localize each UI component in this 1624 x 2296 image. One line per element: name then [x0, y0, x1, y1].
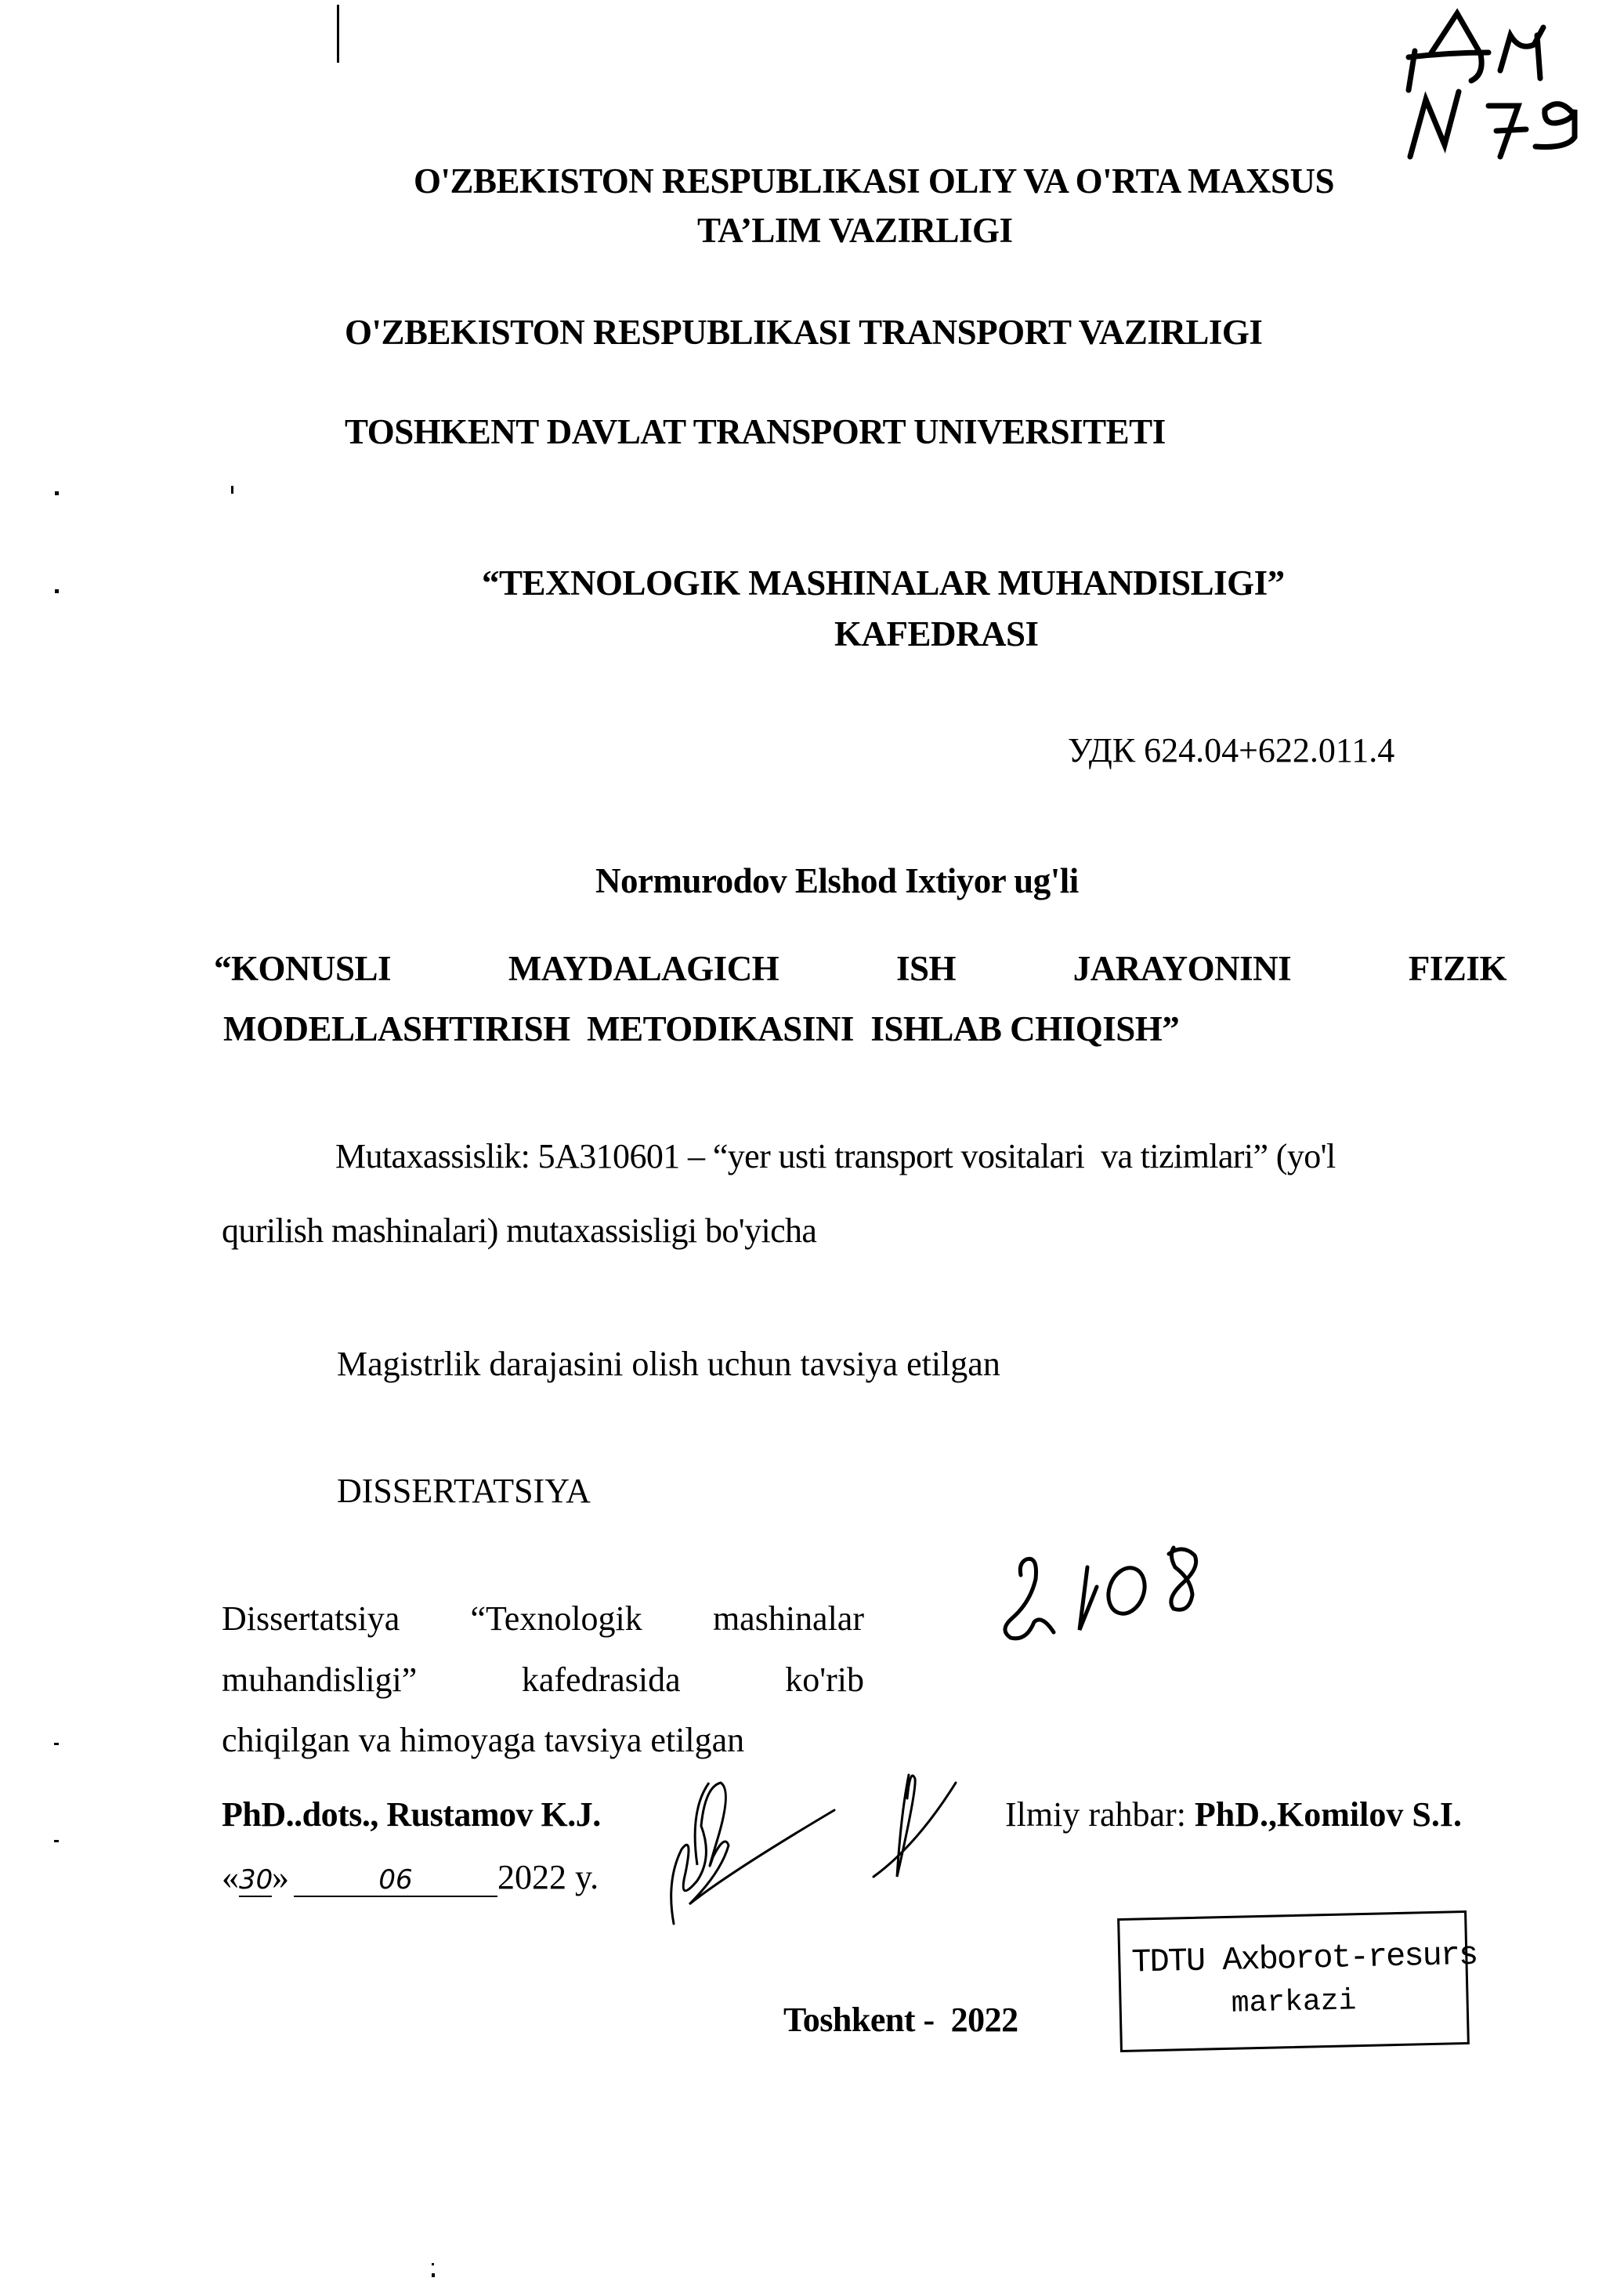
- handwritten-registration-number: [995, 1532, 1230, 1642]
- review-word: “Texnologik: [470, 1599, 642, 1638]
- review-line1: [222, 1599, 864, 1639]
- review-word: Dissertatsiya: [222, 1599, 400, 1638]
- specialty-line2: qurilish mashinalari) mutaxassisligi bo'yicha: [222, 1211, 817, 1250]
- transport-ministry-title: O'ZBEKISTON RESPUBLIKASI TRANSPORT VAZIRLIGI: [345, 313, 1263, 352]
- thesis-title-line2: MODELLASHTIRISH METODIKASINI ISHLAB CHIQISH”: [223, 1009, 1180, 1048]
- stamp-line1: TDTU Axborot-resurs: [1130, 1936, 1478, 1982]
- supervisor-label: Ilmiy rahbar:: [1005, 1795, 1195, 1834]
- university-title: TOSHKENT DAVLAT TRANSPORT UNIVERSITETI: [345, 412, 1166, 451]
- scan-artifact-dot: [54, 1743, 59, 1745]
- scan-artifact-dot: [54, 1840, 59, 1842]
- handwritten-archive-mark: [1394, 4, 1598, 165]
- stamp-line2: markazi: [1231, 1984, 1357, 2021]
- specialty-line1: Mutaxassislik: 5A310601 – “yer usti transport vositalari va tizimlari” (yo'l: [335, 1137, 1336, 1175]
- supervisor-name: PhD.,Komilov S.I.: [1194, 1795, 1462, 1834]
- scan-artifact-dot: [55, 589, 59, 593]
- udc-code: УДК 624.04+622.011.4: [1068, 731, 1395, 770]
- signature-supervisor: [870, 1767, 964, 1885]
- document-type: DISSERTATSIYA: [337, 1472, 591, 1510]
- title-word: JARAYONINI: [1072, 949, 1292, 988]
- date-year: 2022 y.: [497, 1858, 599, 1896]
- ministry-title-line1: O'ZBEKISTON RESPUBLIKASI OLIY VA O'RTA MAXSUS: [414, 161, 1335, 201]
- date-open-quote: «: [222, 1858, 239, 1896]
- title-word: FIZIK: [1408, 949, 1506, 988]
- department-title-line1: “TEXNOLOGIK MASHINALAR MUHANDISLIGI”: [482, 563, 1285, 603]
- department-title-line2: KAFEDRASI: [834, 614, 1039, 654]
- date-close-quote: »: [272, 1858, 289, 1896]
- date-day: 30: [239, 1864, 273, 1896]
- review-line2: [222, 1660, 864, 1700]
- library-stamp: [1117, 1910, 1478, 2052]
- head-of-department: PhD..dots., Rustamov K.J.: [222, 1795, 601, 1834]
- degree-note: Magistrlik darajasini olish uchun tavsiya etilgan: [337, 1345, 1000, 1383]
- supervisor: [1005, 1794, 1462, 1834]
- review-word: muhandisligi”: [222, 1660, 418, 1699]
- signature-head-of-department: [658, 1779, 854, 1928]
- ministry-title-line2: TA’LIM VAZIRLIGI: [697, 211, 1013, 250]
- review-word: mashinalar: [712, 1599, 864, 1638]
- title-word: “KONUSLI: [214, 949, 392, 988]
- scan-artifact-dot: [231, 486, 233, 494]
- review-word: kafedrasida: [521, 1660, 681, 1699]
- scan-artifact-line: [337, 5, 339, 63]
- title-word: ISH: [895, 949, 956, 988]
- title-word: MAYDALAGICH: [508, 949, 779, 988]
- author-name: Normurodov Elshod Ixtiyor ug'li: [595, 861, 1079, 900]
- thesis-title-line1: [214, 948, 1506, 989]
- scan-artifact-dot: [432, 2263, 434, 2265]
- approval-date: [222, 1857, 599, 1897]
- city-year: Toshkent - 2022: [783, 2001, 1018, 2039]
- review-word: ko'rib: [785, 1660, 864, 1699]
- review-line3: chiqilgan va himoyaga tavsiya etilgan: [222, 1721, 745, 1759]
- scan-artifact-dot: [432, 2273, 435, 2277]
- scan-artifact-dot: [55, 491, 59, 495]
- date-month: 06: [294, 1864, 497, 1897]
